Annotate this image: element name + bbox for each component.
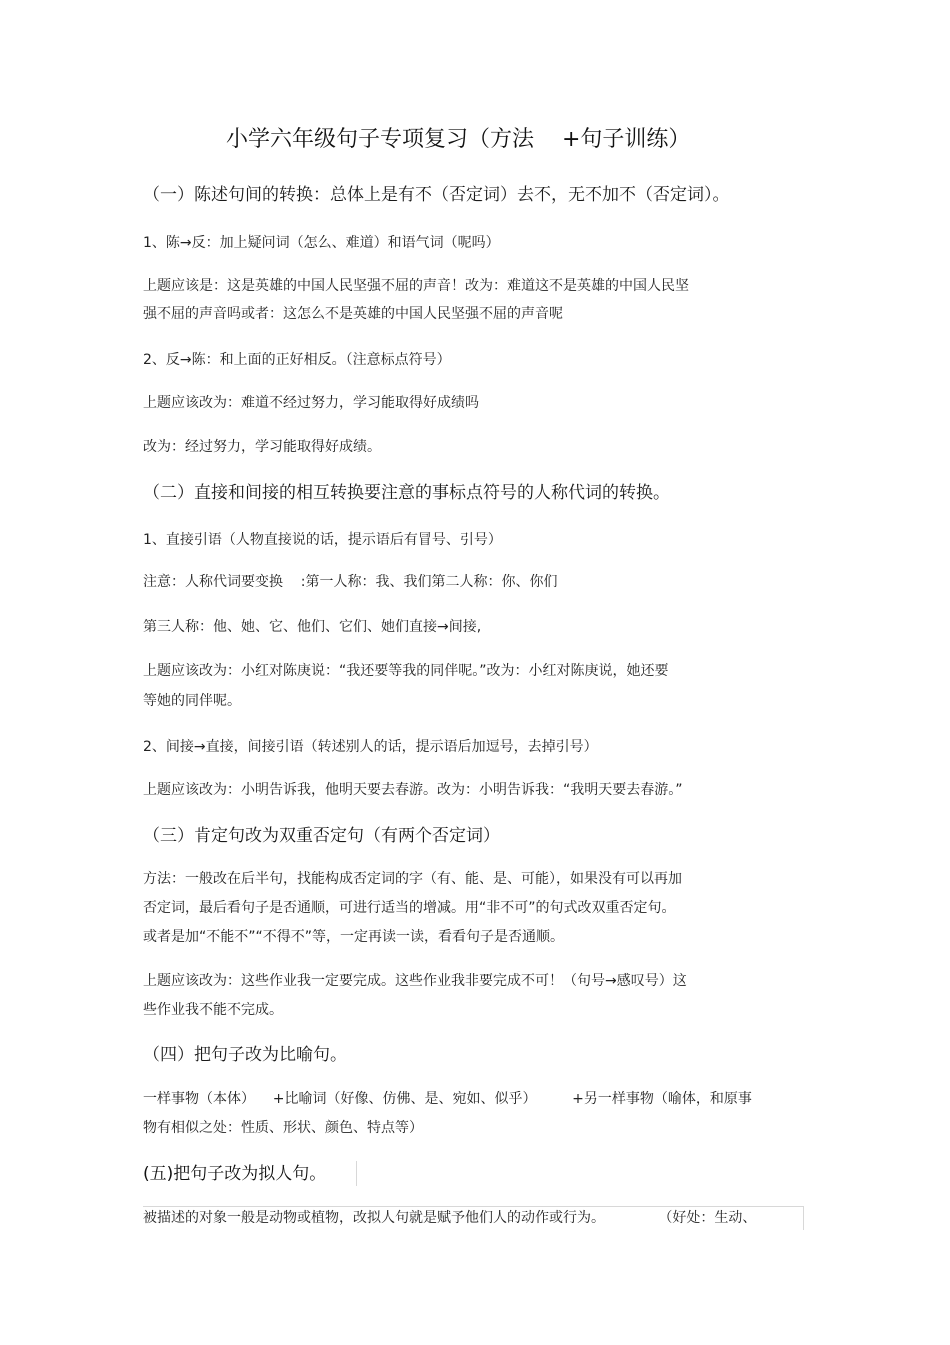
section-2-paragraph-2: 注意：人称代词要变换 :第一人称：我、我们第二人称：你、你们	[143, 574, 558, 590]
section-3-paragraph-2-line-2: 些作业我不能不完成。	[143, 1002, 283, 1018]
section-3-paragraph-2-line-1: 上题应该改为：这些作业我一定要完成。这些作业我非要完成不可！（句号→感叹号）这	[143, 973, 687, 989]
section-3-paragraph-1-line-3: 或者是加“不能不”“不得不”等，一定再读一读，看看句子是否通顺。	[143, 929, 565, 945]
section-3-paragraph-1-line-1: 方法：一般改在后半句，找能构成否定词的字（有、能、是、可能），如果没有可以再加	[143, 871, 682, 887]
section-2-paragraph-4-line-2: 等她的同伴呢。	[143, 693, 241, 709]
section-2-paragraph-1: 1、直接引语（人物直接说的话，提示语后有冒号、引号）	[143, 532, 502, 548]
section-4-heading: （四）把句子改为比喻句。	[143, 1045, 347, 1065]
section-1-paragraph-3: 2、反→陈：和上面的正好相反。（注意标点符号）	[143, 352, 451, 368]
section-1-paragraph-2-line-2: 强不屈的声音吗或者：这怎么不是英雄的中国人民坚强不屈的声音呢	[143, 306, 563, 322]
section-4-paragraph-1-line-1: 一样事物（本体） +比喻词（好像、仿佛、是、宛如、似乎） +另一样事物（喻体，和原事	[143, 1091, 752, 1107]
section-2-paragraph-3: 第三人称：他、她、它、他们、它们、她们直接→间接,	[143, 619, 482, 635]
section-1-heading: （一）陈述句间的转换：总体上是有不（否定词）去不，无不加不（否定词）。	[143, 185, 730, 205]
section-5-heading: (五)把句子改为拟人句。	[143, 1164, 327, 1184]
document-title: 小学六年级句子专项复习（方法 +句子训练）	[226, 127, 691, 152]
section-1-paragraph-4: 上题应该改为：难道不经过努力，学习能取得好成绩吗	[143, 395, 479, 411]
section-3-heading: （三）肯定句改为双重否定句（有两个否定词）	[143, 826, 500, 846]
section-2-paragraph-5: 2、间接→直接，间接引语（转述别人的话，提示语后加逗号，去掉引号）	[143, 739, 598, 755]
section-5-paragraph-1: 被描述的对象一般是动物或植物，改拟人句就是赋予他们人的动作或行为。 （好处：生动、	[143, 1210, 757, 1226]
section-2-paragraph-4-line-1: 上题应该改为：小红对陈庚说：“我还要等我的同伴呢。”改为：小红对陈庚说，她还要	[143, 663, 669, 679]
section-2-heading: （二）直接和间接的相互转换要注意的事标点符号的人称代词的转换。	[143, 483, 670, 503]
section-3-paragraph-1-line-2: 否定词，最后看句子是否通顺，可进行适当的增减。用“非不可”的句式改双重否定句。	[143, 900, 676, 916]
section-1-paragraph-5: 改为：经过努力，学习能取得好成绩。	[143, 439, 381, 455]
section-2-paragraph-6: 上题应该改为：小明告诉我，他明天要去春游。改为：小明告诉我：“我明天要去春游。”	[143, 782, 683, 798]
section-5-heading-right-rule	[356, 1161, 357, 1186]
section-5-paragraph-right-rule	[803, 1206, 804, 1230]
section-5-paragraph-top-rule	[143, 1206, 803, 1207]
section-1-paragraph-1: 1、陈→反：加上疑问词（怎么、难道）和语气词（呢吗）	[143, 235, 500, 251]
section-1-paragraph-2-line-1: 上题应该是：这是英雄的中国人民坚强不屈的声音！改为：难道这不是英雄的中国人民坚	[143, 278, 689, 294]
section-4-paragraph-1-line-2: 物有相似之处：性质、形状、颜色、特点等）	[143, 1120, 423, 1136]
